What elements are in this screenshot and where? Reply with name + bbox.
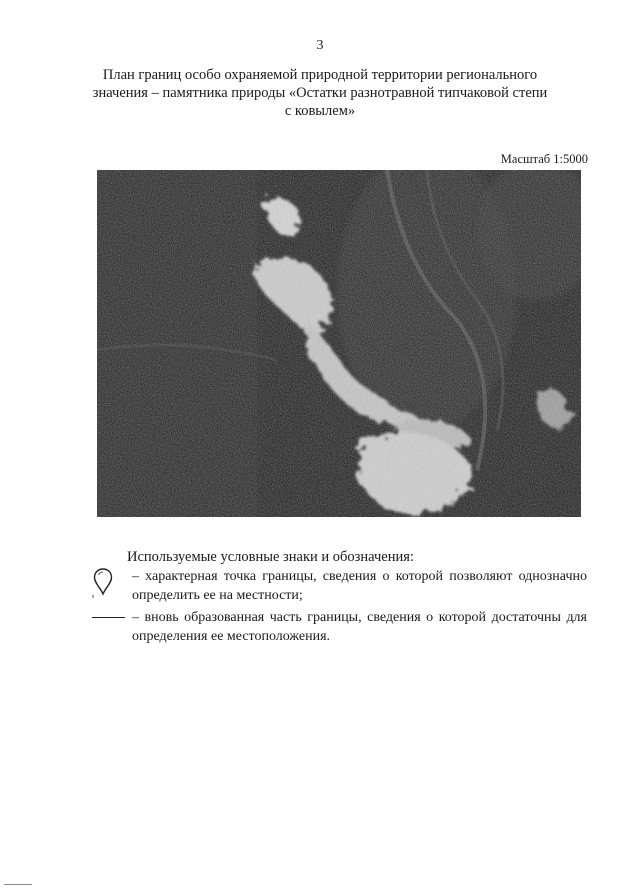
title-line-3: с ковылем» <box>284 103 356 119</box>
title-line-1: План границ особо охраняемой природной территории регионального <box>102 67 538 83</box>
footer-rule <box>4 884 32 885</box>
legend-item-point <box>92 567 587 607</box>
satellite-map <box>97 170 581 517</box>
legend-item-boundary-text: – вновь образованная часть границы, сведения о которой достаточны для определения ее местоположения. <box>132 610 587 644</box>
title-line-2: значения – памятника природы «Остатки разнотравной типчаковой степи <box>92 85 548 101</box>
map-scale: Масштаб 1:5000 <box>500 152 588 166</box>
document-title <box>90 66 550 120</box>
legend-item-point-text: – характерная точка границы, сведения о которой позволяют однозначно определить ее на местности; <box>132 569 587 603</box>
page-number: 3 <box>316 38 324 53</box>
point-marker-icon <box>92 567 127 607</box>
legend-item-boundary <box>92 608 587 648</box>
satellite-image <box>97 170 581 517</box>
boundary-line-symbol <box>92 617 125 618</box>
legend-heading: Используемые условные знаки и обозначения: <box>127 549 414 565</box>
